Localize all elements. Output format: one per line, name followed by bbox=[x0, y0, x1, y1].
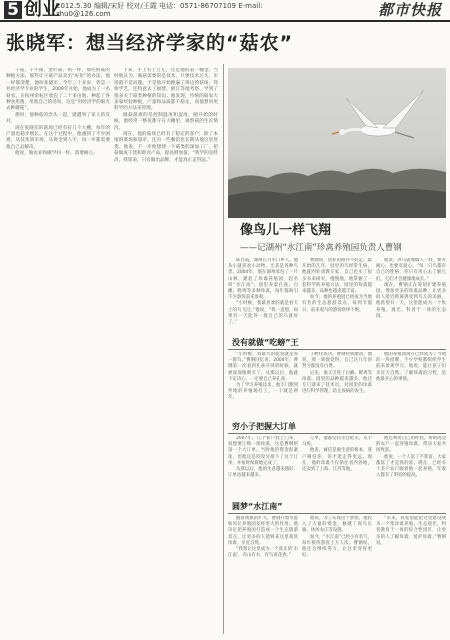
paragraph: 他说，做农业和做学问一样，需要耐心。 bbox=[15, 151, 98, 157]
paragraph: “小时候，我最大的愿望就是养一群鸟。”曹钢回忆说。2004年，曹钢第一次看到孔雀开屏的时候，就被深深地吸引了。从那以后，他就下定决心，一定要自己养孔雀。 bbox=[228, 352, 298, 382]
section-rule bbox=[228, 349, 446, 350]
feature-intro-column bbox=[228, 258, 298, 334]
section-1-column bbox=[376, 352, 446, 416]
column-divider bbox=[223, 64, 224, 634]
paragraph: “我想让这里成为一个真正的‘水江南’，有山有水，有鸟语花香。” bbox=[228, 547, 298, 559]
section-rule bbox=[228, 433, 446, 434]
paragraph: 从那以后，他的生意越来越好，订单也越来越多。 bbox=[228, 467, 298, 479]
paragraph: 下来，手上有上万元，这是他的第一桶金。当时他认为，做菇需要的是技术，只要技术过关，市场就不是问题。于是他开始跑遍了周边的菇场，拜师学艺，还特意去了福建、浙江等地考察，学到了很多关于菇类种植的知识。他发现，传统的菇农大多靠经验种植，产量和品质都不稳定，而他想用更科学的方法来管理。 bbox=[114, 68, 218, 112]
main-article-column bbox=[6, 68, 110, 628]
section-heading-2: 穷小子把握大订单 bbox=[232, 422, 296, 431]
section-3-column bbox=[302, 516, 372, 634]
paragraph: 他说，养鸟就像做人一样，要有耐心，也要有爱心。“每一只鸟都有自己的性格，你只有用心去了解它们，它们才会健康地成长。” bbox=[376, 258, 446, 282]
section-1-column bbox=[228, 352, 298, 416]
paragraph: 如今，他的养殖园已经成为当地有名的生态旅游景点，每到节假日，前来观鸟的游客络绎不绝。 bbox=[302, 295, 372, 313]
masthead-rule bbox=[0, 20, 450, 22]
white-bird-flying-icon bbox=[228, 68, 446, 218]
issue-info-line: 2012.5.30 编辑/宋好 校对/王霞 电话：0571-86707109 E-mail: zhu0@126.com bbox=[56, 2, 263, 18]
paragraph: 他说。为了实现这个梦想，他投入了大量的资金，修建了观鸟长廊、休闲农庄等设施。 bbox=[302, 516, 372, 534]
section-2-column bbox=[376, 436, 446, 496]
paragraph: “未来，我希望能把这里建设成为一个集珍禽养殖、生态观光、科普教育于一体的综合性园区，让更多的人了解珍禽、爱护珍禽。”曹钢说。 bbox=[376, 516, 446, 546]
paragraph: 2007年，几个客户找上门来，说想要订购一批珍禽，这是曹钢的第一个大订单。当时他的资金很紧张，但他还是咬咬牙接下了这个订单，并按时保质地完成了。 bbox=[228, 436, 298, 466]
paragraph: 那时，他种菇的念头一起，就遭到了家人的反对。 bbox=[6, 112, 110, 125]
paragraph: 现在张晓军的菇场已经有好几个大棚，每年的产量也稳步增长。在这个过程中，他遇到了不少困难，从技术到市场，从资金到人手，每一步都需要他自己去解决。 bbox=[6, 125, 110, 150]
paragraph: 现在，他的菇场已经有了稳定的客户，除了本地的菜场和超市，还有一些餐馆也长期从他这里进货。他说，下一步他想建一个菇类的深加工厂，把菇做成干货和即食产品，提高附加值。“我学的是经济，我知道，只有做出品牌，才能真正走得远。” bbox=[114, 132, 218, 163]
bird-photo bbox=[228, 68, 446, 218]
page-number: 5 bbox=[4, 1, 22, 19]
paragraph: 他说，一个人富了不算富，大家都富了才是真的富。现在，已经有十多户农户跟着他一起养殖，年收入都有了明显的提高。 bbox=[376, 454, 446, 479]
paragraph: 干菇、干牛菌、金针菇、鸡一样，那些鲜菇的种植方法，那些让干菇产品卖出“好价”的办法，他一样都清楚。他叫张晓军，今年三十多岁，曾是一名经济学专业的学生，2009年开始，他成为了一名菇农，在杭州余杭区承包了二十多亩地，种起了各种食用菌，用他自己的话说，这是“用经济学的眼光去种蘑菇”。 bbox=[6, 68, 110, 112]
section-1-column bbox=[302, 352, 372, 416]
section-name: 创业 bbox=[24, 0, 60, 20]
paragraph: 后来，他又引进了白鹇、野鸡等珍禽，园里的品种越来越多。他还专门请来了技术员，对园里的珍禽进行科学管理，防止疫病的发生。 bbox=[302, 370, 372, 395]
paragraph: 曹钢说，创业的路并不好走。最开始的几年，园里的鸟经常生病，他就四处请教专家，自己也买了很多书来研究。慢慢地，他掌握了一套科学的养殖方法，园里的珍禽越来越多，品种也越来越丰富。 bbox=[302, 258, 372, 295]
main-article-column bbox=[114, 68, 218, 628]
paragraph: 他说，诚信是做生意的根本，客户相信你，你才能走得更远。现在，他的珍禽不仅销往省内各地，还卖到了上海、江苏等地。 bbox=[302, 448, 372, 473]
feature-intro-column bbox=[302, 258, 372, 334]
main-headline: 张晓军：想当经济学家的“菇农” bbox=[6, 32, 293, 54]
feature-intro-column bbox=[376, 258, 446, 334]
section-2-column bbox=[228, 436, 298, 496]
paragraph: 如今，“水江南”已经小有名气，每年接待游客上万人次。曹钢说，他还会继续努力，让这里变得更好。 bbox=[302, 534, 372, 559]
paragraph: 他还利用自己的经验，帮助周边的农户一起养殖珍禽，带动大家共同致富。 bbox=[376, 436, 446, 454]
paragraph: “小时候，我最喜欢的就是看天上的鸟飞过。”他说，“我一直想，如果有一天能养一群自己的鸟就好了。” bbox=[228, 301, 298, 326]
feature-subtitle: ——记湖州“水江南”珍禽养殖园负责人曹钢 bbox=[240, 243, 402, 253]
paragraph: 现在，曹钢正在筹划扩建养殖园，增加更多的珍禽品种，让更多的人能近距离感受到鸟儿的美丽。他希望有一天，这里能成为一个集养殖、观光、科普于一体的生态园。 bbox=[376, 282, 446, 319]
paragraph: 他的养殖园现在已经成为了当地的一块招牌，不少学校都组织学生前来参观学习。他说，能让孩子们亲近大自然，了解珍禽的习性，是他最开心的事情。 bbox=[376, 352, 446, 382]
section-3-column bbox=[376, 516, 446, 634]
paragraph: 陈吾霞，湖州长兴水口乡人。他从小就喜欢小动物，尤其是各种鸟类。2004年，他在湖州承包了一片山林，建起了珍禽养殖园，起名叫“水江南”。园里养着孔雀、白鹇、野鸡等多种珍禽，每年都吸引不少游客前来参观。 bbox=[228, 258, 298, 301]
section-heading-1: 没有就做“吃螃”王 bbox=[232, 338, 299, 347]
paragraph: 做菇最难的是控制温度和湿度，刚开始的时候，他经常一整夜都守在大棚里，观察菇的生长情况。 bbox=[114, 112, 218, 131]
paragraph: 随着规模的扩大，曹钢开始考虑如何让养殖园发挥更大的作用。他决定把养殖园打造成一个生态旅游景点，让更多的人能够来这里观赏珍禽，亲近自然。 bbox=[228, 516, 298, 546]
feature-title: 像鸟儿一样飞翔 bbox=[240, 223, 332, 238]
section-heading-3: 圆梦“水江南” bbox=[232, 502, 283, 511]
paragraph: 订单，他都坚持亲自把关，从不马虎。 bbox=[302, 436, 372, 448]
newspaper-logo: 都市快报 bbox=[377, 1, 442, 19]
section-rule bbox=[228, 513, 446, 514]
section-2-column bbox=[302, 436, 372, 496]
paragraph: 子孵化成功，曹钢特别激动。他说，那一刻他觉得，自己这几年的努力都没有白费。 bbox=[302, 352, 372, 370]
paragraph: 为了学习养殖技术，他专门跑到外地的养殖场打工，一干就是两年。 bbox=[228, 383, 298, 401]
section-3-column bbox=[228, 516, 298, 634]
